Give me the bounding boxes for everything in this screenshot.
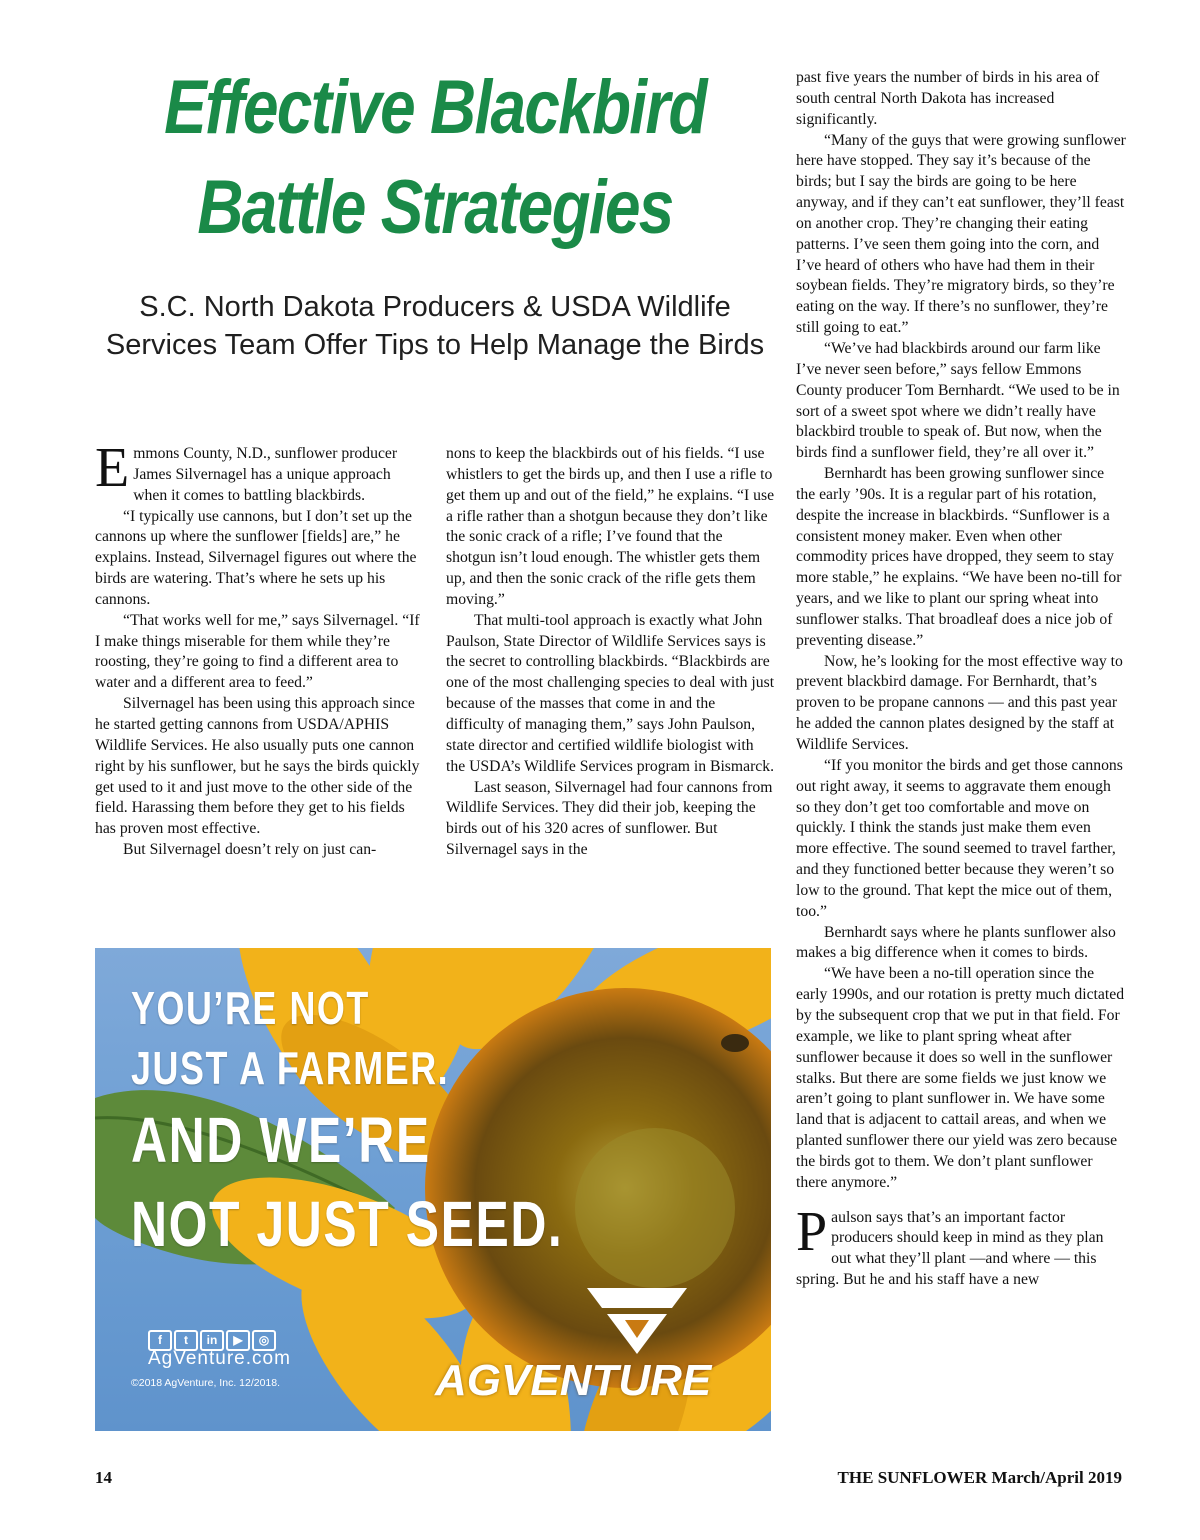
ad-headline-line-1: YOU’RE NOT [131,982,370,1034]
article-subtitle-line-2: Services Team Offer Tips to Help Manage the Birds [105,329,765,361]
ad-headline-line-2: JUST A FARMER. [131,1042,450,1094]
article-subtitle [95,288,775,364]
youtube-icon[interactable]: ▶ [226,1330,250,1351]
paragraph: “Many of the guys that were growing sunflower here have stopped. They say it’s because of the birds; but I say the birds are going to be here anyway, and if they can’t eat sunflower, they’ll feast on another crop. They’re changing their eating patterns. I’ve seen them going into the corn, and I’ve heard of others who have had them in their soybean fields. They’re migratory birds, so they’re eating on the way. If there’s no sunflower, they’re still going to eat.” [796,131,1126,337]
paragraph: mmons County, N.D., sunflower producer James Silvernagel has a unique approach when it comes to battling blackbirds. [133,445,398,504]
paragraph: Bernhardt says where he plants sunflower also makes a big difference when it comes to birds. [796,923,1116,962]
paragraph: “If you monitor the birds and get those cannons out right away, it seems to aggravate them enough so they don’t get too comfortable and move on quickly. I think the stands just make them even more effective. The sound seemed to travel farther, and they functioned better because they weren’t so low to the ground. That kept the mice out of them, too.” [796,756,1123,920]
magazine-issue: THE SUNFLOWER March/April 2019 [837,1468,1122,1487]
page-number: 14 [95,1468,112,1487]
article-column-2 [446,444,776,861]
article-title-line-2: Battle Strategies [197,165,673,250]
instagram-icon[interactable]: ◎ [252,1330,276,1351]
ad-url[interactable]: AgVenture.com [148,1348,291,1369]
ad-copyright: ©2018 AgVenture, Inc. 12/2018. [131,1377,281,1389]
paragraph: Last season, Silvernagel had four cannons from Wildlife Services. They did their job, keeping the birds out of his 320 acres of sunflower. But Silvernagel says in the [446,778,773,859]
paragraph: “We’ve had blackbirds around our farm like I’ve never seen before,” says fellow Emmons County producer Tom Bernhardt. “We used to be in sort of a sweet spot where we didn’t really have blackbird trouble to speak of. But now, when the birds find a sunflower field, they’re all over it.” [796,339,1120,462]
drop-cap: E [95,437,130,499]
article-title-line-1: Effective Blackbird [164,65,706,150]
advertisement[interactable] [95,948,771,1431]
paragraph: past five years the number of birds in his area of south central North Dakota has increased significantly. [796,69,1100,128]
article-title [149,58,720,258]
paragraph: Bernhardt has been growing sunflower since the early ’90s. It is a regular part of his rotation, despite the increase in blackbirds. “Sunflower is a consistent money maker. Even when other commodity prices have dropped, they seem to stay more stable,” he explains. “We have been no-till for years, and we like to plant our spring wheat into sunflower stalks. That broadleaf does a nice job of preventing disease.” [796,465,1122,649]
twitter-icon[interactable]: t [174,1330,198,1351]
paragraph: “That works well for me,” says Silvernagel. “If I make things miserable for them while they’re roosting, they’re going to find a different area to water and a different area to feed.” [95,611,420,692]
ad-headline [131,978,563,1266]
facebook-icon[interactable]: f [148,1330,172,1351]
paragraph: Now, he’s looking for the most effective way to prevent blackbird damage. For Bernhardt, that’s proven to be propane cannons — and this past year he added the cannon plates designed by the staff at Wildlife Services. [796,652,1123,753]
paragraph: nons to keep the blackbirds out of his fields. “I use whistlers to get the birds up, and then I use a rifle to get them up and out of the field,” he explains. “I use a rifle rather than a shotgun because they don’t like the sonic crack of a rifle; I’ve found that the shotgun isn’t loud enough. The whistler gets them up, and then the sonic crack of the rifle gets them moving.” [446,445,775,608]
paragraph: Silvernagel has been using this approach since he started getting cannons from USDA/APHIS Wildlife Services. He also usually puts one cannon right by his sunflower, but he says the birds quickly get used to it and just move to the other side of the field. Harassing them before they get to his fields has proven most effective. [95,695,420,838]
drop-cap: P [796,1200,828,1263]
ad-headline-line-4: NOT JUST SEED. [131,1188,564,1260]
ad-headline-line-3: AND WE’RE [131,1104,431,1176]
article-subtitle-line-1: S.C. North Dakota Producers & USDA Wildlife [139,291,731,323]
paragraph: “I typically use cannons, but I don’t set up the cannons up where the sunflower [fields] are,” he explains. Instead, Silvernagel figures out where the birds are watering. That’s where he sets up his cannons. [95,507,417,608]
ad-brand: AGVENTURE [435,1356,712,1405]
paragraph: “We have been a no-till operation since the early 1990s, and our rotation is pretty much dictated by the subsequent crop that we put in that field. For example, we like to plant spring wheat after sunflower because it does so well in the sunflower stalks. But there are some fields we just know we aren’t going to plant sunflower in. We have some land that is adjacent to cattail areas, and when we planted sunflower there our yield was zero because the birds got to them. We don’t plant sunflower there anymore.” [796,965,1125,1191]
agventure-logo-icon [577,1278,697,1358]
article-column-1 [95,437,420,861]
paragraph: aulson says that’s an important factor producers should keep in mind as they plan out what they’ll plant —and where — this spring. But he and his staff have a new [796,1208,1104,1289]
linkedin-icon[interactable]: in [200,1330,224,1351]
paragraph: But Silvernagel doesn’t rely on just can- [123,841,377,859]
paragraph: That multi-tool approach is exactly what John Paulson, State Director of Wildlife Services says is the secret to controlling blackbirds. “Blackbirds are one of the most challenging species to deal with just because of the masses that come in and the difficulty of managing them,” says John Paulson, state director and certified wildlife biologist with the USDA’s Wildlife Services program in Bismarck. [446,611,775,775]
article-column-3 [796,68,1126,1291]
